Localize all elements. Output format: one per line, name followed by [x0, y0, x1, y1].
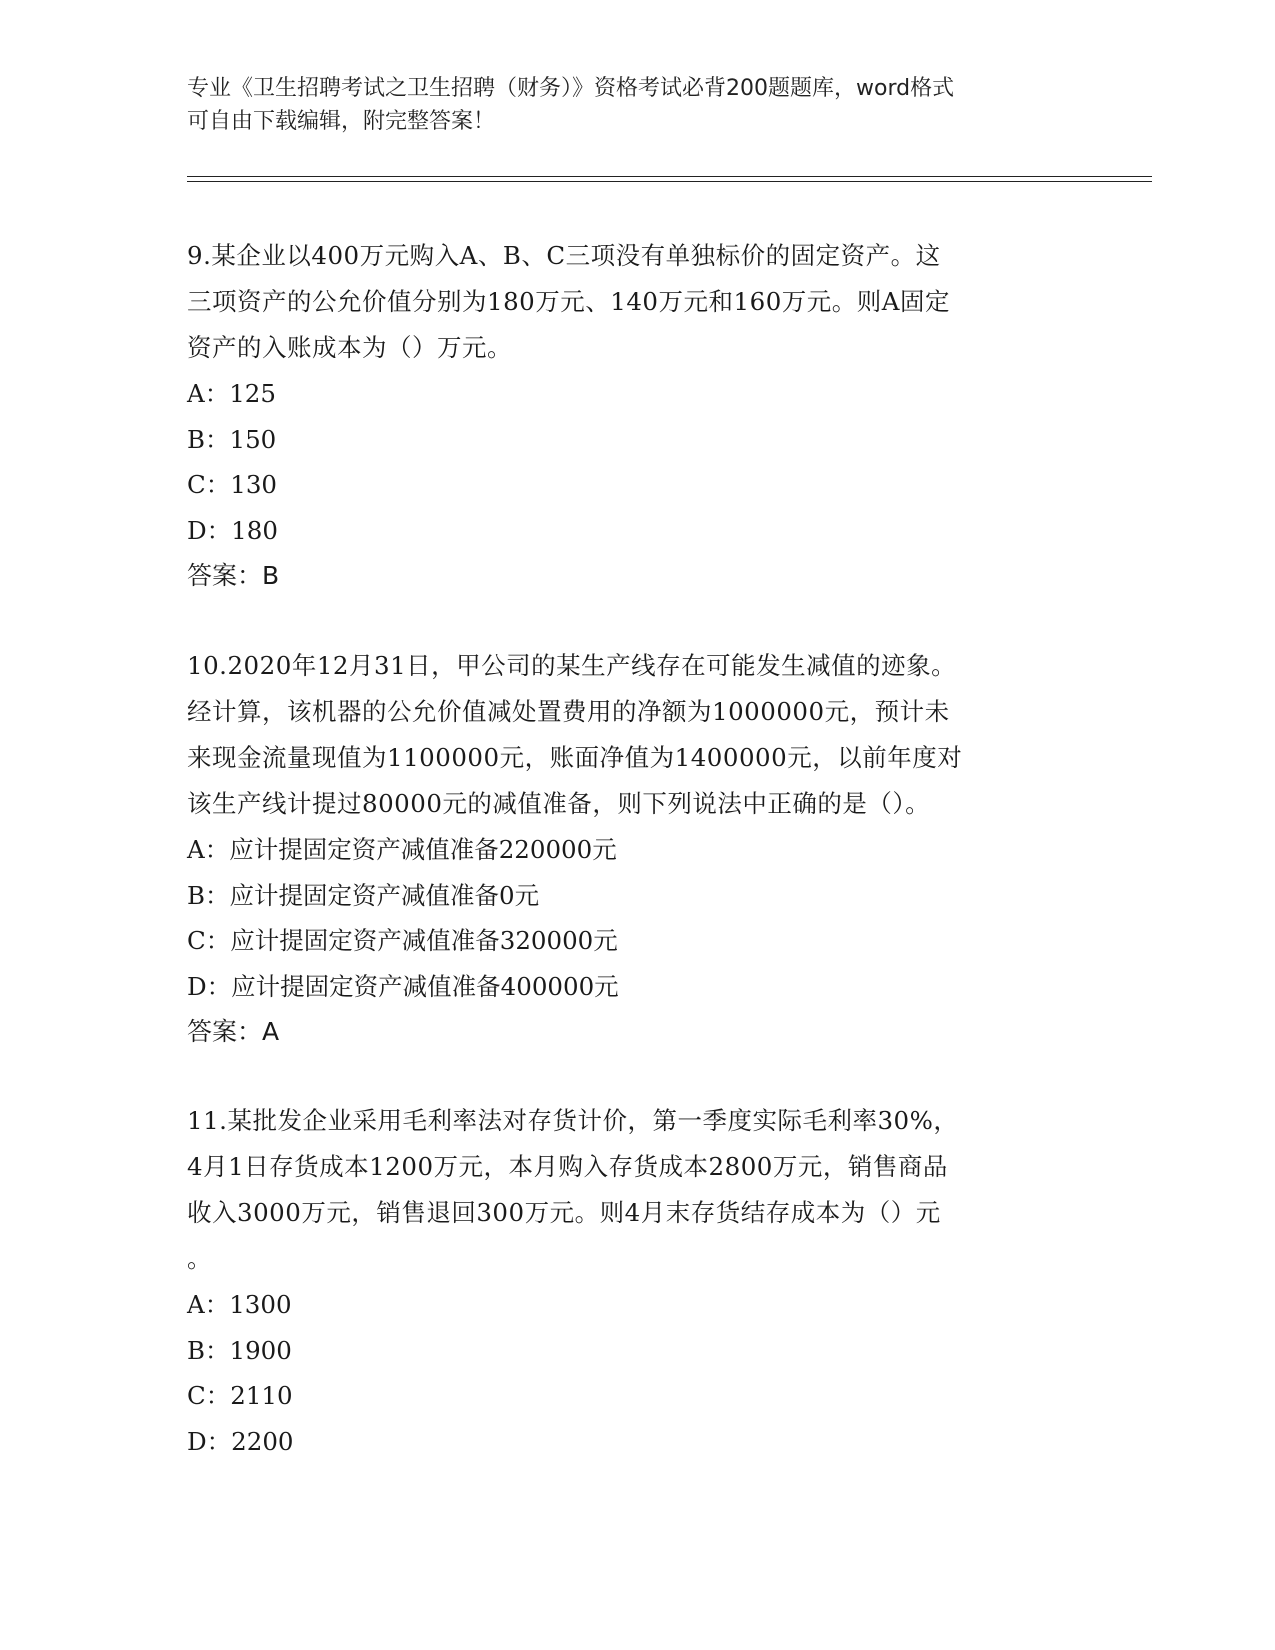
- document-header: [187, 72, 1087, 138]
- option-d: D：2200: [187, 1426, 294, 1456]
- question-text-line: 三项资产的公允价值分别为180万元、140万元和160万元。则A固定: [187, 287, 950, 316]
- question-text-line: 。: [187, 1244, 212, 1273]
- header-divider-bottom: [187, 181, 1152, 182]
- question-text-line: 经计算，该机器的公允价值减处置费用的净额为1000000元，预计未: [187, 697, 950, 726]
- option-a: A：1300: [187, 1290, 292, 1319]
- option-d: D：180: [187, 515, 278, 545]
- question-text-line: 11.某批发企业采用毛利率法对存货计价，第一季度实际毛利率30%，: [187, 1106, 959, 1135]
- header-title-line-1: 专业《卫生招聘考试之卫生招聘（财务）》资格考试必背200题题库，word格式: [187, 76, 955, 101]
- option-b: B：150: [187, 424, 277, 454]
- option-c: C：应计提固定资产减值准备320000元: [187, 926, 618, 955]
- question-text-line: 来现金流量现值为1100000元，账面净值为1400000元，以前年度对: [187, 743, 963, 772]
- option-b: B：1900: [187, 1335, 292, 1365]
- option-a: A：125: [187, 379, 276, 408]
- question-text-line: 资产的入账成本为（）万元。: [187, 333, 512, 362]
- question-text-line: 9.某企业以400万元购入A、B、C三项没有单独标价的固定资产。这: [187, 241, 941, 270]
- question-text-line: 4月1日存货成本1200万元，本月购入存货成本2800万元，销售商品: [187, 1152, 948, 1181]
- option-c: C：2110: [187, 1381, 293, 1410]
- option-c: C：130: [187, 470, 278, 499]
- question-text-line: 收入3000万元，销售退回300万元。则4月末存货结存成本为（）元: [187, 1198, 941, 1227]
- option-d: D：应计提固定资产减值准备400000元: [187, 971, 619, 1001]
- option-b: B：应计提固定资产减值准备0元: [187, 880, 540, 910]
- question-10: [187, 643, 1087, 1055]
- question-11: [187, 1098, 1087, 1464]
- answer-line: 答案：B: [187, 561, 280, 590]
- header-divider-top: [187, 176, 1152, 177]
- answer-line: 答案：A: [187, 1017, 280, 1046]
- question-9: [187, 233, 1087, 599]
- question-text-line: 10.2020年12月31日，甲公司的某生产线存在可能发生减值的迹象。: [187, 651, 957, 680]
- option-a: A：应计提固定资产减值准备220000元: [187, 835, 617, 864]
- header-title-line-2: 可自由下载编辑，附完整答案！: [187, 109, 496, 134]
- question-text-line: 该生产线计提过80000元的减值准备，则下列说法中正确的是（）。: [187, 789, 931, 818]
